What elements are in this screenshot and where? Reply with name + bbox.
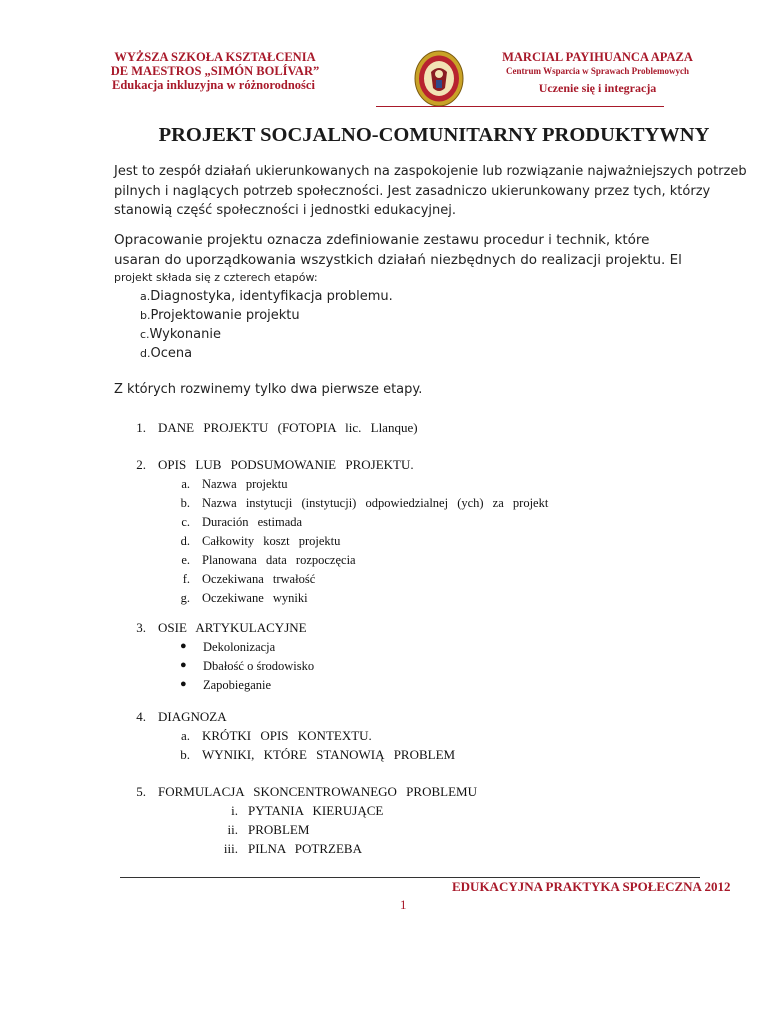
item-text: Nazwa instytucji (instytucji) odpowiedzialnej (ych) za projekt — [202, 496, 549, 510]
item-roman: i. — [231, 803, 238, 818]
stage-text: Projektowanie projektu — [150, 308, 300, 323]
intro-paragraph-1 — [114, 162, 747, 221]
header-divider — [376, 106, 664, 107]
item-text: Nazwa projektu — [202, 477, 288, 491]
section-heading: OSIE ARTYKULACYJNE — [158, 620, 307, 635]
text-line: projekt składa się z czterech etapów: — [114, 271, 318, 284]
center-name: Centrum Wsparcia w Sprawach Problemowych — [506, 66, 689, 76]
section-heading: FORMULACJA SKONCENTROWANEGO PROBLEMU — [158, 784, 477, 799]
intro-paragraph-2 — [114, 231, 682, 285]
item-text: Duración estimada — [202, 515, 303, 529]
author-name: MARCIAL PAYIHUANCA APAZA — [502, 50, 693, 64]
item-text: Oczekiwane wyniki — [202, 591, 308, 605]
page-number: 1 — [400, 897, 407, 912]
item-text: KRÓTKI OPIS KONTEXTU. — [202, 728, 372, 743]
item-text: Dbałość o środowisko — [203, 659, 315, 673]
text-line: usaran do uporządkowania wszystkich działań niezbędnych do realizacji projektu. El — [114, 251, 682, 268]
section-number: 2. — [136, 457, 146, 472]
school-seal-icon — [414, 50, 464, 107]
item-letter: e. — [181, 553, 190, 567]
stage-text: Ocena — [150, 346, 193, 361]
stage-text: Wykonanie — [149, 327, 221, 342]
footer-divider — [120, 877, 700, 878]
item-letter: a. — [180, 728, 190, 743]
section-heading: DANE PROJEKTU (FOTOPIA lic. Llanque) — [158, 420, 418, 435]
item-letter: a. — [181, 477, 190, 491]
document-title: PROJEKT SOCJALNO-COMUNITARNY PRODUKTYWNY — [158, 124, 710, 146]
text-line: stanowią część społeczności i jednostki edukacyjnej. — [114, 203, 457, 218]
footer-text: EDUKACYJNA PRAKTYKA SPOŁECZNA 2012 — [452, 879, 731, 894]
item-letter: b. — [180, 496, 190, 510]
institution-line-2: DE MAESTROS „SIMÓN BOLÍVAR” — [110, 64, 320, 78]
item-text: PYTANIA KIERUJĄCE — [248, 803, 384, 818]
item-text: Oczekiwana trwałość — [202, 572, 316, 586]
item-letter: f. — [182, 572, 190, 586]
section-number: 3. — [136, 620, 146, 635]
item-text: PROBLEM — [248, 822, 310, 837]
item-roman: ii. — [227, 822, 238, 837]
section-heading: OPIS LUB PODSUMOWANIE PROJEKTU. — [158, 457, 414, 472]
text-line: pilnych i naglących potrzeb społeczności. Jest zasadniczo ukierunkowany przez tych, którzy — [114, 183, 711, 199]
center-motto: Uczenie się i integracja — [538, 81, 657, 95]
item-letter: g. — [180, 591, 190, 605]
institution-name — [80, 50, 350, 92]
institution-line-1: WYŻSZA SZKOŁA KSZTAŁCENIA — [114, 50, 316, 64]
institution-motto: Edukacja inkluzyjna w różnorodności — [112, 78, 315, 92]
section-number: 1. — [136, 420, 146, 435]
stage-item — [140, 325, 393, 344]
item-text: Dekolonizacja — [203, 640, 276, 654]
stage-letter: d. — [140, 347, 151, 360]
stage-list — [140, 287, 393, 363]
bullet-icon: ● — [180, 659, 187, 671]
section-number: 4. — [136, 709, 146, 724]
item-text: Planowana data rozpoczęcia — [202, 553, 356, 567]
section-number: 5. — [136, 784, 146, 799]
item-letter: d. — [180, 534, 190, 548]
stage-text: Diagnostyka, identyfikacja problemu. — [150, 289, 393, 304]
item-roman: iii. — [223, 841, 238, 856]
stage-letter: c. — [140, 328, 150, 341]
text-line: Jest to zespół działań ukierunkowanych na zaspokojenie lub rozwiązanie najważniejszych potrzeb — [114, 164, 747, 179]
stage-item — [140, 306, 393, 325]
item-text: PILNA POTRZEBA — [248, 841, 362, 856]
item-text: WYNIKI, KTÓRE STANOWIĄ PROBLEM — [202, 747, 456, 762]
bullet-icon: ● — [180, 678, 187, 690]
stage-letter: a. — [140, 290, 151, 303]
item-text: Całkowity koszt projektu — [202, 534, 341, 548]
text-line: Opracowanie projektu oznacza zdefiniowanie zestawu procedur i technik, które — [114, 232, 650, 248]
stage-letter: b. — [140, 309, 151, 322]
center-block — [470, 50, 725, 95]
item-letter: c. — [181, 515, 190, 529]
item-text: Zapobieganie — [203, 678, 272, 692]
bullet-icon: ● — [180, 640, 187, 652]
stage-item — [140, 287, 393, 306]
develop-note: Z których rozwinemy tylko dwa pierwsze etapy. — [114, 382, 423, 397]
section-heading: DIAGNOZA — [158, 709, 227, 724]
item-letter: b. — [180, 747, 190, 762]
stage-item — [140, 344, 393, 363]
